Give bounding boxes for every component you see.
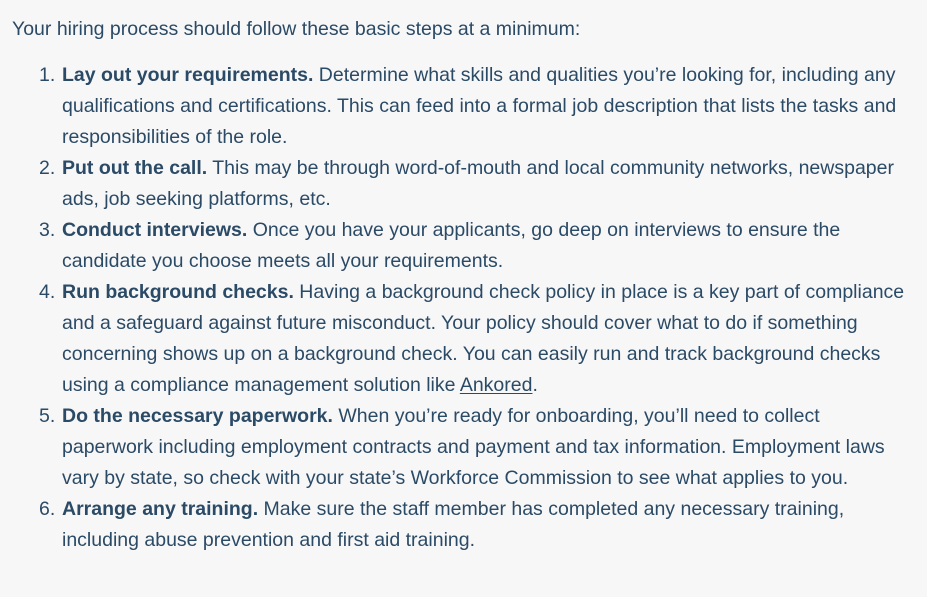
step-text-end: . (532, 374, 538, 396)
step-number: 1. (39, 64, 56, 86)
step-number: 6. (39, 498, 56, 520)
list-item (39, 401, 915, 494)
step-text: Once you have your applicants, go deep on interviews to ensure the candidate you choose meets all your requirements. (62, 219, 841, 272)
step-title: Run background checks. (62, 281, 294, 303)
step-title: Arrange any training. (62, 498, 259, 520)
step-title: Put out the call. (62, 157, 208, 179)
step-text: This may be through word-of-mouth and local community networks, newspaper ads, job seeking platforms, etc. (62, 157, 894, 210)
list-item (39, 60, 915, 153)
intro-paragraph: Your hiring process should follow these basic steps at a minimum: (12, 18, 581, 40)
list-item (39, 494, 915, 556)
step-number: 3. (39, 219, 56, 241)
step-text: When you’re ready for onboarding, you’ll need to collect paperwork including employment contracts and payment and tax information. Employment laws vary by state, so check with your state’s Workforce Commission to see what applies to you. (62, 405, 885, 489)
step-number: 2. (39, 157, 56, 179)
list-item (39, 215, 915, 277)
list-item (39, 153, 915, 215)
step-number: 5. (39, 405, 56, 427)
hiring-steps-list (12, 60, 915, 556)
step-text: Determine what skills and qualities you’re looking for, including any qualifications and certifications. This can feed into a formal job description that lists the tasks and responsibilities of the role. (62, 64, 897, 148)
ankored-link[interactable]: Ankored (459, 374, 533, 396)
step-number: 4. (39, 281, 56, 303)
step-text: Having a background check policy in place is a key part of compliance and a safeguard against future misconduct. Your policy should cover what to do if something concerning shows up on a background check. You can easily run and track background checks using a compliance management solution like (62, 281, 905, 396)
list-item (39, 277, 915, 401)
step-title: Lay out your requirements. (62, 64, 314, 86)
step-title: Do the necessary paperwork. (62, 405, 333, 427)
step-title: Conduct interviews. (62, 219, 248, 241)
step-text: Make sure the staff member has completed any necessary training, including abuse prevention and first aid training. (62, 498, 845, 551)
